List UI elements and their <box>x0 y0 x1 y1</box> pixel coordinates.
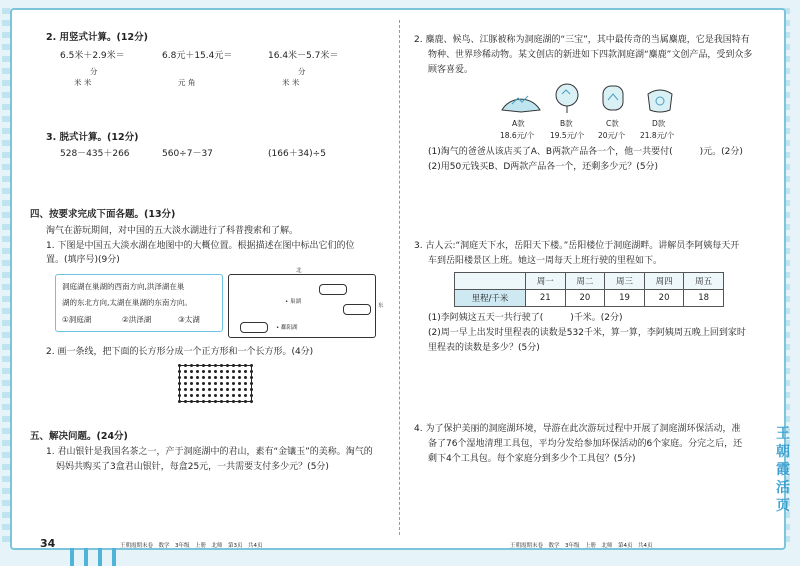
grid-dot <box>184 394 187 397</box>
mileage-table <box>454 272 724 307</box>
grid-dot <box>238 382 241 385</box>
table-cell: 20 <box>644 290 684 307</box>
grid-dot <box>232 394 235 397</box>
section-5-title: 五、解决问题。(24分) <box>30 431 128 442</box>
r-q4-line3: 剩下4个工具包。每个家庭分到多少个工具包？(5分) <box>428 454 636 464</box>
page-divider <box>399 20 400 535</box>
left-footer: 王朝霞期末卷 数学 3年级 上册 北师 第3页 共4页 <box>120 543 263 549</box>
right-footer: 王朝霞期末卷 数学 3年级 上册 北师 第4页 共4页 <box>510 543 653 549</box>
desc-line1: 洞庭湖在巢湖的西南方向,洪泽湖在巢 <box>62 282 185 291</box>
grid-dot <box>178 376 181 379</box>
grid-dot <box>208 364 211 367</box>
q2-unit-1a: 分 <box>90 67 98 76</box>
binding-marks <box>70 548 130 566</box>
map-answer-slot-1[interactable] <box>319 284 347 295</box>
s5-q1-line1: 1. 君山银针是我国名茶之一，产于洞庭湖中的君山，素有“金镶玉”的美称。淘气的 <box>46 447 373 457</box>
s4-q1-line2: 置。(填序号)(9分) <box>46 255 120 265</box>
grid-dot <box>250 376 253 379</box>
grid-dot <box>244 394 247 397</box>
q2-unit-3b: 米 米 <box>282 78 300 87</box>
grid-dot <box>220 394 223 397</box>
brand-logo <box>770 425 796 515</box>
grid-dot <box>190 382 193 385</box>
option-2: ②洪泽湖 <box>122 315 152 324</box>
product-c-image <box>600 82 626 118</box>
grid-dot <box>202 400 205 403</box>
grid-dot <box>226 376 229 379</box>
table-header-cell: 周五 <box>684 273 724 290</box>
grid-dot <box>238 388 241 391</box>
grid-dot <box>202 376 205 379</box>
grid-dot <box>202 370 205 373</box>
section-4-title: 四、按要求完成下面各题。(13分) <box>30 209 176 220</box>
grid-dot <box>250 364 253 367</box>
grid-dot <box>214 394 217 397</box>
page-number: 34 <box>40 537 56 550</box>
map-east-label: 东 <box>378 303 384 309</box>
table-corner <box>455 273 526 290</box>
grid-dot <box>220 382 223 385</box>
product-a-name: A款 <box>512 119 525 128</box>
grid-dot <box>226 400 229 403</box>
grid-dot <box>220 376 223 379</box>
grid-dot <box>232 364 235 367</box>
grid-dot <box>226 370 229 373</box>
table-header-cell: 周一 <box>526 273 566 290</box>
grid-dot <box>184 376 187 379</box>
grid-dot <box>244 400 247 403</box>
grid-dot <box>190 376 193 379</box>
option-3: ③太湖 <box>178 315 200 324</box>
grid-dot <box>214 370 217 373</box>
product-c-price: 20元/个 <box>598 131 626 140</box>
product-a-price: 18.6元/个 <box>500 131 535 140</box>
table-row-label: 里程/千米 <box>455 290 526 307</box>
grid-dot <box>232 370 235 373</box>
q2-unit-2b: 元 角 <box>178 78 196 87</box>
grid-dot <box>220 364 223 367</box>
grid-dot <box>238 364 241 367</box>
brand-char: 朝 <box>776 444 790 460</box>
grid-dot <box>196 370 199 373</box>
s5-q1-line2: 妈妈共购买了3盒君山银针，每盒25元，一共需要支付多少元？(5分) <box>56 462 329 472</box>
product-a-image <box>500 84 542 118</box>
grid-dot <box>238 394 241 397</box>
map-chaohu: • 巢湖 <box>285 299 301 305</box>
q2-expr-3: 16.4米－5.7米＝ <box>268 51 339 61</box>
grid-dot <box>178 388 181 391</box>
q2-unit-3a: 分 <box>298 67 306 76</box>
desc-line2: 湖的东北方向,太湖在巢湖的东南方向。 <box>62 298 192 307</box>
grid-dot <box>214 400 217 403</box>
grid-dot <box>184 370 187 373</box>
grid-dot <box>220 388 223 391</box>
r-q3-sub2-line2: 里程表的读数是多少？(5分) <box>428 343 540 353</box>
product-b-image <box>552 82 582 118</box>
grid-dot <box>220 400 223 403</box>
grid-dot <box>250 382 253 385</box>
product-b-name: B款 <box>560 119 573 128</box>
r-q2-line2: 物种、世界珍稀动物。某文创店的新进如下四款洞庭湖“麋鹿”文创产品，受到众多 <box>428 50 753 60</box>
grid-dot <box>202 364 205 367</box>
r-q3-line2: 车到岳阳楼景区上班。她这一周每天上班行驶的里程如下。 <box>428 256 663 266</box>
product-d-image <box>645 84 675 118</box>
grid-dot <box>232 388 235 391</box>
s4-intro: 淘气在游玩期间，对中国的五大淡水湖进行了科普搜索和了解。 <box>46 226 299 236</box>
q3-title: 3. 脱式计算。(12分) <box>46 132 139 143</box>
grid-dot <box>208 394 211 397</box>
grid-dot <box>178 400 181 403</box>
grid-dot <box>232 382 235 385</box>
grid-dot <box>184 400 187 403</box>
grid-dot <box>190 388 193 391</box>
table-cell: 19 <box>605 290 645 307</box>
left-decorative-border <box>2 8 10 546</box>
grid-dot <box>244 364 247 367</box>
brand-char: 活 <box>776 480 790 496</box>
brand-char: 页 <box>776 498 790 514</box>
grid-dot <box>250 400 253 403</box>
grid-dot <box>244 376 247 379</box>
r-q2-line1: 2. 麋鹿、候鸟、江豚被称为洞庭湖的“三宝”，其中最传奇的当属麋鹿，它是我国特有 <box>414 35 750 45</box>
s4-q2: 2. 画一条线，把下面的长方形分成一个正方形和一个长方形。(4分) <box>46 347 314 357</box>
r-q2-line3: 顾客喜爱。 <box>428 65 474 75</box>
grid-dot <box>214 376 217 379</box>
q2-expr-1: 6.5米＋2.9米＝ <box>60 51 125 61</box>
r-q3-line1: 3. 古人云:“洞庭天下水，岳阳天下楼。”岳阳楼位于洞庭湖畔。讲解员李阿姨每天开 <box>414 241 740 251</box>
grid-dot <box>208 400 211 403</box>
table-row <box>455 290 724 307</box>
grid-dot <box>220 370 223 373</box>
grid-dot <box>226 382 229 385</box>
grid-dot <box>178 394 181 397</box>
grid-dot <box>208 388 211 391</box>
grid-dot <box>232 400 235 403</box>
grid-dot <box>226 364 229 367</box>
table-cell: 20 <box>565 290 605 307</box>
grid-dot <box>184 382 187 385</box>
grid-dot <box>214 388 217 391</box>
grid-dot <box>202 388 205 391</box>
grid-dot <box>196 400 199 403</box>
grid-dot <box>232 376 235 379</box>
grid-dot <box>196 364 199 367</box>
table-header-cell: 周二 <box>565 273 605 290</box>
grid-dot <box>238 400 241 403</box>
map-poyang: • 鄱阳湖 <box>276 325 298 331</box>
grid-dot <box>190 370 193 373</box>
grid-dot <box>208 370 211 373</box>
grid-dot <box>238 376 241 379</box>
grid-dot <box>208 376 211 379</box>
q3-expr-1: 528－435＋266 <box>60 149 130 159</box>
grid-dot <box>184 364 187 367</box>
grid-dot <box>196 388 199 391</box>
grid-dot <box>196 382 199 385</box>
grid-dot <box>178 382 181 385</box>
grid-dot <box>250 370 253 373</box>
r-q2-sub1: (1)淘气的爸爸从该店买了A、B两款产品各一个，他一共要付( )元。(2分) <box>428 147 743 157</box>
grid-dot <box>226 388 229 391</box>
product-d-price: 21.8元/个 <box>640 131 675 140</box>
table-header-cell: 周四 <box>644 273 684 290</box>
map-north-label: 北 <box>296 268 302 274</box>
q2-expr-2: 6.8元＋15.4元＝ <box>162 51 233 61</box>
grid-dot <box>226 394 229 397</box>
grid-dot <box>244 382 247 385</box>
grid-dot <box>202 382 205 385</box>
option-1: ①洞庭湖 <box>62 315 92 324</box>
grid-dot <box>190 394 193 397</box>
r-q3-sub1: (1)李阿姨这五天一共行驶了( )千米。(2分) <box>428 313 623 323</box>
q3-expr-3: (166＋34)÷5 <box>268 149 326 159</box>
s4-q1-line1: 1. 下图是中国五大淡水湖在地图中的大概位置。根据描述在图中标出它们的位 <box>46 241 355 251</box>
product-d-name: D款 <box>652 119 666 128</box>
grid-dot <box>250 388 253 391</box>
r-q4-line1: 4. 为了保护美丽的洞庭湖环境，导游在此次游玩过程中开展了洞庭湖环保活动，准 <box>414 424 741 434</box>
q3-expr-2: 560÷7－37 <box>162 149 213 159</box>
table-header-cell: 周三 <box>605 273 645 290</box>
r-q2-sub2: (2)用50元钱买B、D两款产品各一个，还剩多少元？(5分) <box>428 162 659 172</box>
product-b-price: 19.5元/个 <box>550 131 585 140</box>
grid-dot <box>208 382 211 385</box>
table-cell: 18 <box>684 290 724 307</box>
dot-grid-rectangle[interactable] <box>178 364 258 412</box>
grid-dot <box>244 388 247 391</box>
grid-dot <box>196 394 199 397</box>
map-answer-slot-3[interactable] <box>240 322 268 333</box>
table-header-row <box>455 273 724 290</box>
brand-char: 王 <box>776 426 790 442</box>
grid-dot <box>190 400 193 403</box>
grid-dot <box>202 394 205 397</box>
grid-dot <box>250 394 253 397</box>
grid-dot <box>214 364 217 367</box>
grid-dot <box>190 364 193 367</box>
grid-dot <box>178 370 181 373</box>
table-cell: 21 <box>526 290 566 307</box>
brand-char: 霞 <box>776 462 790 478</box>
grid-dot <box>184 388 187 391</box>
grid-dot <box>214 382 217 385</box>
map-answer-slot-2[interactable] <box>343 304 371 315</box>
grid-dot <box>238 370 241 373</box>
r-q4-line2: 备了76个湿地清理工具包，平均分发给参加环保活动的6个家庭。分完之后，还 <box>428 439 743 449</box>
grid-dot <box>244 370 247 373</box>
r-q3-sub2-line1: (2)周一早上出发时里程表的读数是532千米，算一算，李阿姨周五晚上回到家时 <box>428 328 746 338</box>
q2-unit-1b: 米 米 <box>74 78 92 87</box>
grid-dot <box>196 376 199 379</box>
product-c-name: C款 <box>606 119 619 128</box>
grid-dot <box>178 364 181 367</box>
q2-title: 2. 用竖式计算。(12分) <box>46 32 148 43</box>
